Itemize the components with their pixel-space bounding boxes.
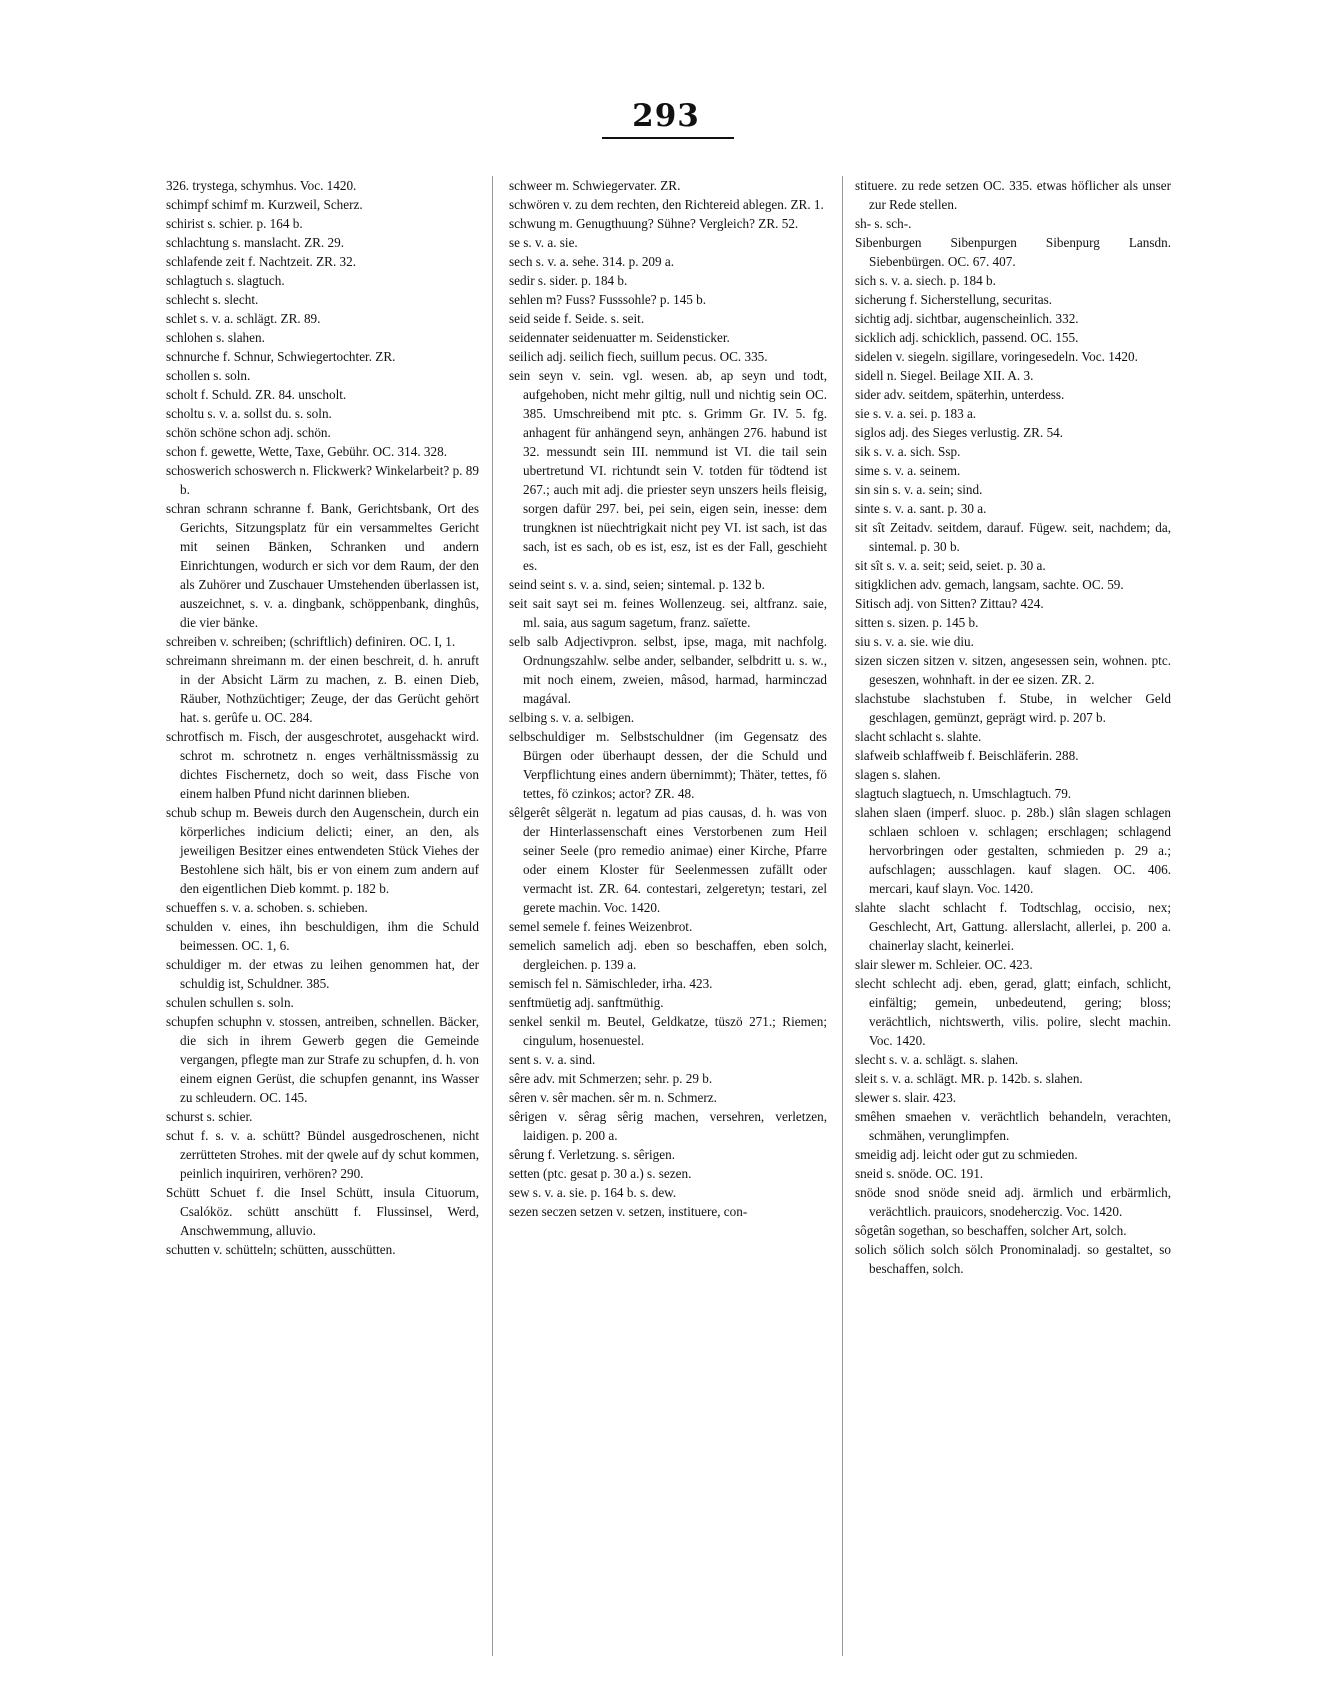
- dictionary-entry: sinte s. v. a. sant. p. 30 a.: [855, 501, 987, 516]
- dictionary-entry: scholtu s. v. a. sollst du. s. soln.: [166, 406, 332, 421]
- dictionary-entry: schupfen schuphn v. stossen, antreiben, schnellen. Bäcker, die sich in ihrem Gewerb gegen die Gemeinde vergangen, pflegte man zur Strafe zu schupfen, d. h. von einem eignen Gerüst, die schupfen genannt, ins Wasser zu schleudern. OC. 145.: [166, 1014, 479, 1105]
- dictionary-entry: schub schup m. Beweis durch den Augenschein, durch ein körperliches indicium delicti; einer, an den, als jeweiligen Besitzer eines entwendeten Stück Viehes der Bestohlene sich hält, bis er von einem zum andern auf den eigentlichen Dieb kommt. p. 182 b.: [166, 805, 479, 896]
- dictionary-entry: sedir s. sider. p. 184 b.: [509, 273, 628, 288]
- dictionary-entry: schon f. gewette, Wette, Taxe, Gebühr. OC. 314. 328.: [166, 444, 447, 459]
- dictionary-entry: schutten v. schütteln; schütten, ausschütten.: [166, 1242, 396, 1257]
- dictionary-entry: sech s. v. a. sehe. 314. p. 209 a.: [509, 254, 675, 269]
- dictionary-entry: sêren v. sêr machen. sêr m. n. Schmerz.: [509, 1090, 717, 1105]
- column-2: [509, 176, 827, 1221]
- dictionary-entry: slecht s. v. a. schlägt. s. slahen.: [855, 1052, 1019, 1067]
- dictionary-entry: schran schrann schranne f. Bank, Gerichtsbank, Ort des Gerichts, Sitzungsplatz für ein versammeltes Gericht mit seinen Bänken, Schranken und andern Einrichtungen, wodurch er sich vor dem Raum, der den als Zuhörer und Zuschauer Umstehenden überlassen ist, auszeichnet, s. v. a. dingbank, schöppenbank, dinghûs, die vier bänke.: [166, 501, 479, 630]
- dictionary-entry: sit sît Zeitadv. seitdem, darauf. Fügew. seit, nachdem; da, sintemal. p. 30 b.: [855, 520, 1171, 554]
- dictionary-entry: schlachtung s. manslacht. ZR. 29.: [166, 235, 344, 250]
- dictionary-entry: sichtig adj. sichtbar, augenscheinlich. 332.: [855, 311, 1079, 326]
- dictionary-entry: stituere. zu rede setzen OC. 335. etwas höflicher als unser zur Rede stellen.: [855, 178, 1171, 212]
- dictionary-entry: sezen seczen setzen v. setzen, instituere, con-: [509, 1204, 748, 1219]
- page-number: 293: [632, 98, 700, 134]
- dictionary-entry: solich sölich solch sölch Pronominaladj. so gestaltet, so beschaffen, solch.: [855, 1242, 1171, 1276]
- dictionary-entry: senkel senkil m. Beutel, Geldkatze, tüszö 271.; Riemen; cingulum, hosenuestel.: [509, 1014, 827, 1048]
- dictionary-entry: seilich adj. seilich fiech, suillum pecus. OC. 335.: [509, 349, 768, 364]
- dictionary-entry: 326. trystega, schymhus. Voc. 1420.: [166, 178, 357, 193]
- dictionary-entry: schirist s. schier. p. 164 b.: [166, 216, 303, 231]
- dictionary-entry: sêlgerêt sêlgerät n. legatum ad pias causas, d. h. was von der Hinterlassenschaft eines Verstorbenen zum Heil seiner Seele (pro remedio animae) einer Kirche, Pfarre oder einem Kloster für Seelenmessen zufällt oder vermacht ist. ZR. 64. contestari, zelgeretyn; testari, zel gerete machin. Voc. 1420.: [509, 805, 827, 915]
- dictionary-entry: senftmüetig adj. sanftmüthig.: [509, 995, 664, 1010]
- dictionary-entry: slair slewer m. Schleier. OC. 423.: [855, 957, 1033, 972]
- dictionary-entry: schurst s. schier.: [166, 1109, 253, 1124]
- dictionary-entry: sidell n. Siegel. Beilage XII. A. 3.: [855, 368, 1034, 383]
- dictionary-entry: seid seide f. Seide. s. seit.: [509, 311, 645, 326]
- dictionary-entry: schwung m. Genugthuung? Sühne? Vergleich? ZR. 52.: [509, 216, 799, 231]
- dictionary-entry: sicklich adj. schicklich, passend. OC. 155.: [855, 330, 1079, 345]
- dictionary-entry: Schütt Schuet f. die Insel Schütt, insula Cituorum, Csalóköz. schütt anschütt f. Flussinsel, Werd, Anschwemmung, alluvio.: [166, 1185, 479, 1238]
- dictionary-entry: sich s. v. a. siech. p. 184 b.: [855, 273, 996, 288]
- dictionary-entry: sik s. v. a. sich. Ssp.: [855, 444, 961, 459]
- dictionary-entry: schimpf schimf m. Kurzweil, Scherz.: [166, 197, 363, 212]
- dictionary-entry: selbing s. v. a. selbigen.: [509, 710, 635, 725]
- dictionary-entry: siu s. v. a. sie. wie diu.: [855, 634, 974, 649]
- dictionary-entry: slahen slaen (imperf. sluoc. p. 28b.) slân slagen schlagen schlaen schloen v. schlagen; erschlagen; schlagend hervorbringen oder gestalten, schmieden p. 29 a.; aufschlagen; ausschlagen. kauf slagen. OC. 406. mercari, kauf slayn. Voc. 1420.: [855, 805, 1171, 896]
- dictionary-entry: semelich samelich adj. eben so beschaffen, eben solch, dergleichen. p. 139 a.: [509, 938, 827, 972]
- dictionary-entry: sie s. v. a. sei. p. 183 a.: [855, 406, 977, 421]
- dictionary-entry: schlecht s. slecht.: [166, 292, 259, 307]
- dictionary-entry: sitten s. sizen. p. 145 b.: [855, 615, 979, 630]
- dictionary-entry: schwören v. zu dem rechten, den Richtereid ablegen. ZR. 1.: [509, 197, 824, 212]
- dictionary-entry: schnurche f. Schnur, Schwiegertochter. ZR.: [166, 349, 396, 364]
- dictionary-entry: schut f. s. v. a. schütt? Bündel ausgedroschenen, nicht zerrütteten Strohes. mit der qwele auf dy schut kommen, peinlich inquiriren, verhören? 290.: [166, 1128, 479, 1181]
- dictionary-entry: se s. v. a. sie.: [509, 235, 578, 250]
- dictionary-entry: setten (ptc. gesat p. 30 a.) s. sezen.: [509, 1166, 692, 1181]
- dictionary-entry: seind seint s. v. a. sind, seien; sintemal. p. 132 b.: [509, 577, 765, 592]
- dictionary-entry: sêre adv. mit Schmerzen; sehr. p. 29 b.: [509, 1071, 713, 1086]
- page-number-rule: [602, 137, 734, 139]
- dictionary-entry: slachstube slachstuben f. Stube, in welcher Geld geschlagen, gemünzt, geprägt wird. p. 207 b.: [855, 691, 1171, 725]
- dictionary-entry: seidennater seidenuatter m. Seidensticker.: [509, 330, 730, 345]
- dictionary-entry: sneid s. snöde. OC. 191.: [855, 1166, 984, 1181]
- dictionary-entry: schlagtuch s. slagtuch.: [166, 273, 285, 288]
- dictionary-entry: sit sît s. v. a. seit; seid, seiet. p. 30 a.: [855, 558, 1046, 573]
- dictionary-entry: sleit s. v. a. schlägt. MR. p. 142b. s. slahen.: [855, 1071, 1083, 1086]
- dictionary-entry: schlet s. v. a. schlägt. ZR. 89.: [166, 311, 321, 326]
- dictionary-entry: sh- s. sch-.: [855, 216, 912, 231]
- dictionary-entry: scholt f. Schuld. ZR. 84. unscholt.: [166, 387, 347, 402]
- dictionary-entry: sêrung f. Verletzung. s. sêrigen.: [509, 1147, 676, 1162]
- dictionary-entry: sent s. v. a. sind.: [509, 1052, 596, 1067]
- dictionary-entry: sin sin s. v. a. sein; sind.: [855, 482, 983, 497]
- dictionary-entry: sôgetân sogethan, so beschaffen, solcher Art, solch.: [855, 1223, 1127, 1238]
- dictionary-entry: schlohen s. slahen.: [166, 330, 265, 345]
- dictionary-entry: schulen schullen s. soln.: [166, 995, 294, 1010]
- dictionary-entry: slagtuch slagtuech, n. Umschlagtuch. 79.: [855, 786, 1072, 801]
- dictionary-entry: sidelen v. siegeln. sigillare, voringesedeln. Voc. 1420.: [855, 349, 1138, 364]
- dictionary-entry: Sitisch adj. von Sitten? Zittau? 424.: [855, 596, 1044, 611]
- dictionary-entry: sew s. v. a. sie. p. 164 b. s. dew.: [509, 1185, 677, 1200]
- dictionary-entry: slecht schlecht adj. eben, gerad, glatt; einfach, schlicht, einfältig; gemein, unbedeutend, gering; bloss; verächtlich, nichtswerth, vilis. polire, slecht machin. Voc. 1420.: [855, 976, 1171, 1048]
- dictionary-entry: schreimann shreimann m. der einen beschreit, d. h. anruft in der Absicht Lärm zu machen, z. B. einen Dieb, Räuber, Nothzüchtiger; Zeuge, der das Gerücht gehört hat. s. gerûfe u. OC. 284.: [166, 653, 479, 725]
- dictionary-entry: sime s. v. a. seinem.: [855, 463, 961, 478]
- dictionary-entry: smeidig adj. leicht oder gut zu schmieden.: [855, 1147, 1078, 1162]
- dictionary-entry: Sibenburgen Sibenpurgen Sibenpurg Lansdn. Siebenbürgen. OC. 67. 407.: [855, 235, 1171, 269]
- dictionary-entry: schreiben v. schreiben; (schriftlich) definiren. OC. I, 1.: [166, 634, 456, 649]
- dictionary-entry: schueffen s. v. a. schoben. s. schieben.: [166, 900, 368, 915]
- dictionary-entry: smêhen smaehen v. verächtlich behandeln, verachten, schmähen, verunglimpfen.: [855, 1109, 1171, 1143]
- column-3: [855, 176, 1171, 1278]
- dictionary-entry: sitigklichen adv. gemach, langsam, sachte. OC. 59.: [855, 577, 1124, 592]
- dictionary-entry: selbschuldiger m. Selbstschuldner (im Gegensatz des Bürgen oder überhaupt dessen, der die Schuld und Verpflichtung eines andern übernimmt); Thäter, tettes, fö tettes, fö czinkos; actor? ZR. 48.: [509, 729, 827, 801]
- dictionary-entry: sehlen m? Fuss? Fusssohle? p. 145 b.: [509, 292, 707, 307]
- dictionary-entry: sêrigen v. sêrag sêrig machen, versehren, verletzen, laidigen. p. 200 a.: [509, 1109, 827, 1143]
- dictionary-entry: semel semele f. feines Weizenbrot.: [509, 919, 693, 934]
- dictionary-entry: schuldiger m. der etwas zu leihen genommen hat, der schuldig ist, Schuldner. 385.: [166, 957, 479, 991]
- column-rule-left: [492, 176, 493, 1656]
- dictionary-entry: schoswerich schoswerch n. Flickwerk? Winkelarbeit? p. 89 b.: [166, 463, 479, 497]
- dictionary-entry: selb salb Adjectivpron. selbst, ipse, maga, mit nachfolg. Ordnungszahlw. selbe ander, selbander, selbdritt u. s. w., mit noch einem, zweien, mâsod, harmad, harminczad magával.: [509, 634, 827, 706]
- dictionary-entry: slahte slacht schlacht f. Todtschlag, occisio, nex; Geschlecht, Art, Gattung. allerslacht, allerlei, p. 200 a. chainerlay slacht, keinerlei.: [855, 900, 1171, 953]
- dictionary-entry: schlafende zeit f. Nachtzeit. ZR. 32.: [166, 254, 357, 269]
- dictionary-entry: semisch fel n. Sämischleder, irha. 423.: [509, 976, 713, 991]
- dictionary-entry: sider adv. seitdem, späterhin, unterdess.: [855, 387, 1065, 402]
- dictionary-entry: schön schöne schon adj. schön.: [166, 425, 331, 440]
- dictionary-entry: schulden v. eines, ihn beschuldigen, ihm die Schuld beimessen. OC. 1, 6.: [166, 919, 479, 953]
- dictionary-entry: snöde snod snöde sneid adj. ärmlich und erbärmlich, verächtlich. prauicors, snodeherczig. Voc. 1420.: [855, 1185, 1171, 1219]
- dictionary-entry: seit sait sayt sei m. feines Wollenzeug. sei, altfranz. saie, ml. saia, aus sagum sagetum, franz. saïette.: [509, 596, 827, 630]
- dictionary-entry: sizen siczen sitzen v. sitzen, angesessen sein, wohnen. ptc. geseszen, wohnhaft. in der ee sizen. ZR. 2.: [855, 653, 1171, 687]
- dictionary-entry: slacht schlacht s. slahte.: [855, 729, 982, 744]
- dictionary-entry: siglos adj. des Sieges verlustig. ZR. 54.: [855, 425, 1064, 440]
- dictionary-entry: sicherung f. Sicherstellung, securitas.: [855, 292, 1053, 307]
- dictionary-entry: schrotfisch m. Fisch, der ausgeschrotet, ausgehackt wird. schrot m. schrotnetz n. enges verhältnissmässig zu dichtes Fischernetz, doch so weit, dass Fische von einem halben Pfund nicht darinnen blieben.: [166, 729, 479, 801]
- column-1: [166, 176, 479, 1259]
- column-rule-right: [842, 176, 843, 1656]
- dictionary-entry: slafweib schlaffweib f. Beischläferin. 288.: [855, 748, 1079, 763]
- dictionary-entry: sein seyn v. sein. vgl. wesen. ab, ap seyn und todt, aufgehoben, nicht mehr giltig, null und nichtig sein OC. 385. Umschreibend mit ptc. s. Grimm Gr. IV. 5. fg. anhagent für anhängend seyn, anhängen 276. habund ist 32. messundt sein III. nemmund ist VI. die tail sein ubertretund VI. richtundt sein V. totden für tödtend ist 267.; auch mit adj. die priester seyn unszers heils fleisig, sorgen dafür 297. bei, pei sein, eigen sein, inesse: dem trungknen ist nüechtrigkait nicht pey VI. ist sach, ist das sach, ist es sach, ob es ist, esz, ist es der Fall, geschieht es.: [509, 368, 827, 573]
- dictionary-entry: schollen s. soln.: [166, 368, 251, 383]
- dictionary-entry: slewer s. slair. 423.: [855, 1090, 957, 1105]
- dictionary-entry: slagen s. slahen.: [855, 767, 941, 782]
- dictionary-entry: schweer m. Schwiegervater. ZR.: [509, 178, 681, 193]
